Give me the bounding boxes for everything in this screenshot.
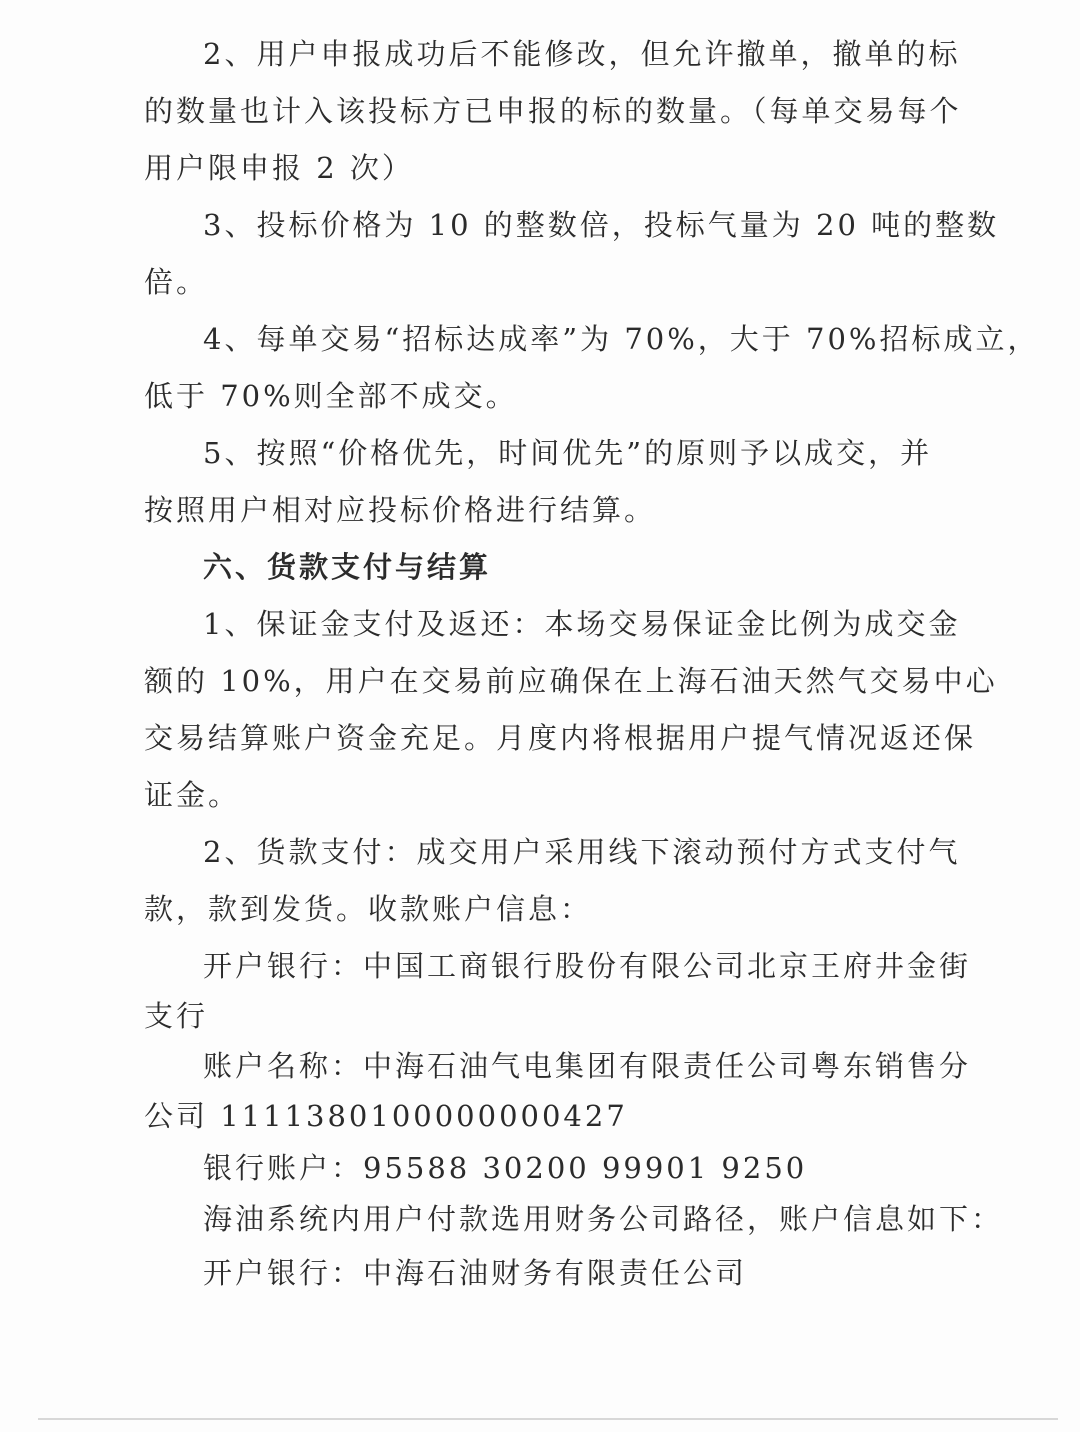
text-line: 2、货款支付：成交用户采用线下滚动预付方式支付气: [203, 835, 961, 869]
text-line: 4、每单交易“招标达成率”为 70%，大于 70%招标成立，: [203, 322, 1040, 356]
text-line: 用户限申报 2 次）: [144, 151, 414, 185]
section-heading: 六、货款支付与结算: [203, 550, 492, 584]
text-line: 5、按照“价格优先，时间优先”的原则予以成交，并: [203, 436, 933, 470]
text-line: 交易结算账户资金充足。月度内将根据用户提气情况返还保: [144, 721, 977, 755]
text-line: 2、用户申报成功后不能修改，但允许撤单，撤单的标: [203, 37, 961, 71]
text-line: 海油系统内用户付款选用财务公司路径，账户信息如下：: [203, 1202, 1004, 1236]
text-line: 证金。: [144, 778, 241, 812]
text-line: 低于 70%则全部不成交。: [144, 379, 518, 413]
text-line: 倍。: [144, 265, 209, 299]
text-line: 开户银行：中国工商银行股份有限公司北京王府井金街: [203, 949, 972, 983]
text-line: 开户银行：中海石油财务有限责任公司: [203, 1256, 748, 1290]
text-line: 额的 10%，用户在交易前应确保在上海石油天然气交易中心: [144, 664, 998, 698]
page-divider: [38, 1418, 1058, 1420]
text-line: 款，款到发货。收款账户信息：: [144, 892, 593, 926]
text-line: 按照用户相对应投标价格进行结算。: [144, 493, 657, 527]
text-line: 的数量也计入该投标方已申报的标的数量。（每单交易每个: [144, 94, 962, 128]
text-line: 1、保证金支付及返还：本场交易保证金比例为成交金: [203, 607, 961, 641]
text-line: 账户名称：中海石油气电集团有限责任公司粤东销售分: [203, 1049, 972, 1083]
text-line: 支行: [144, 999, 209, 1033]
text-line: 银行账户：95588 30200 99901 9250: [203, 1151, 808, 1185]
text-line: 3、投标价格为 10 的整数倍，投标气量为 20 吨的整数: [203, 208, 1000, 242]
text-line: 公司 1111380100000000427: [144, 1099, 628, 1133]
